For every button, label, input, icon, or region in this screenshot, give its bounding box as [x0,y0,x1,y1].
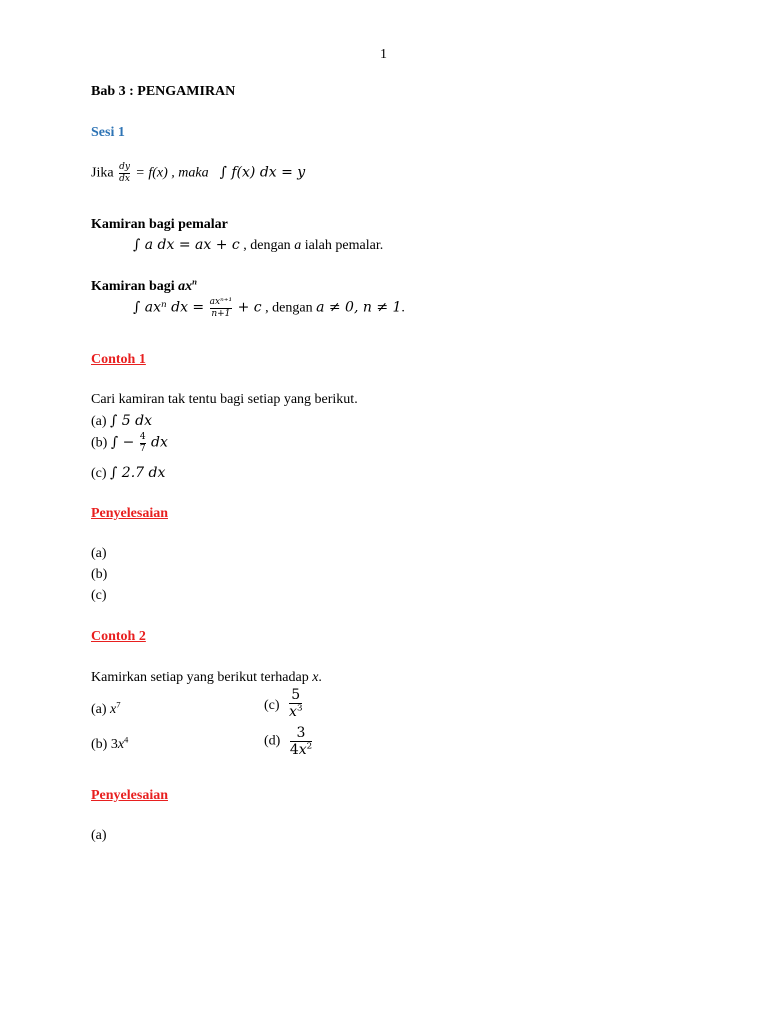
item-label: (b) [91,435,108,451]
example-1-heading: Contoh 1 [91,352,146,367]
item-fraction [140,433,146,454]
power-rest-a: , dengan [265,300,317,316]
item-fraction-denominator: 7 [139,444,146,454]
example-2-instruction [91,670,322,687]
power-rule-numerator: axⁿ⁺¹ [209,297,233,307]
item-label: (a) [91,702,107,717]
power-dot: . [401,300,405,316]
derivative-fraction [119,163,130,184]
definition-line [91,163,305,184]
item-c-den-base: x [289,704,297,720]
example-2-item-b [91,734,129,754]
item-exponent: 7 [116,699,121,710]
example-2-item-a [91,699,121,719]
item-label: (c) [91,466,107,481]
example-2-item-d [264,726,314,757]
item-label: (a) [91,414,107,429]
example-1-item-c [91,465,165,483]
power-rule-fraction [210,298,232,319]
power-heading-n: n [192,276,197,287]
item-d-den-base: x [298,742,307,758]
example-1-item-b [91,433,168,454]
instruction-variable: x [312,670,319,685]
example-2-heading: Contoh 2 [91,629,146,644]
constant-integral-line [133,237,383,255]
constant-integral-heading: Kamiran bagi pemalar [91,217,228,232]
power-heading-ax: ax [178,279,193,294]
constant-rest-a: , dengan [243,238,295,253]
item-d-denominator [290,743,312,757]
solution-1-label-a: (a) [91,546,107,561]
session-heading: Sesi 1 [91,125,125,140]
solution-2-label-a: (a) [91,828,107,843]
power-rule-denominator: n+1 [211,309,231,319]
item-d-fraction [290,726,312,757]
instruction-text: Kamirkan setiap yang berikut terhadap [91,670,313,685]
item-d-den-exp: 2 [306,741,313,752]
item-c-denominator [289,705,302,719]
item-expression: ∫ 2.7 dx [110,465,166,481]
item-c-den-exp: 3 [296,703,303,714]
integral-definition: ∫ f(x) dx = y [219,164,306,181]
power-rule-plus-c: + c [237,299,262,316]
power-integral-line [133,298,405,319]
example-2-item-c [264,688,304,719]
example-1-item-a [91,413,152,431]
constant-rest-b: ialah pemalar. [301,238,384,253]
item-c-fraction [289,688,302,719]
item-label: (c) [264,697,280,713]
item-label: (b) [91,737,108,752]
item-expression-lead: ∫ − [110,434,135,451]
chapter-title: Bab 3 : PENGAMIRAN [91,84,236,99]
equals-fx-text: = f(x) , maka [135,165,209,181]
example-1-instruction: Cari kamiran tak tentu bagi setiap yang berikut. [91,392,358,407]
power-heading-text: Kamiran bagi [91,279,179,294]
solution-1-label-c: (c) [91,588,107,603]
item-base: x [110,702,117,717]
item-expression: ∫ 5 dx [110,413,153,429]
solution-2-heading: Penyelesaian [91,788,168,803]
power-integral-lhs: ∫ axⁿ dx = [133,299,205,316]
item-c-numerator: 5 [291,687,301,703]
solution-1-heading: Penyelesaian [91,506,168,521]
item-d-numerator: 3 [296,725,306,741]
derivative-denominator: dx [119,174,130,184]
item-base: x [117,737,125,752]
page-number: 1 [380,47,387,62]
item-fraction-numerator: 4 [139,432,146,442]
power-integral-heading [91,276,197,296]
derivative-numerator: dy [119,162,130,172]
constant-integral-formula: ∫ a dx = ax + c [133,237,240,253]
solution-1-label-b: (b) [91,567,108,582]
constant-symbol: a [294,238,302,253]
instruction-dot: . [318,670,322,685]
item-d-den-coef: 4 [289,742,299,758]
item-label: (d) [264,733,281,749]
item-expression-tail: dx [151,434,168,451]
jika-text: Jika [91,165,114,181]
item-coefficient: 3 [110,737,118,752]
item-exponent: 4 [124,734,129,745]
power-condition: a ≠ 0, n ≠ 1 [316,299,402,316]
